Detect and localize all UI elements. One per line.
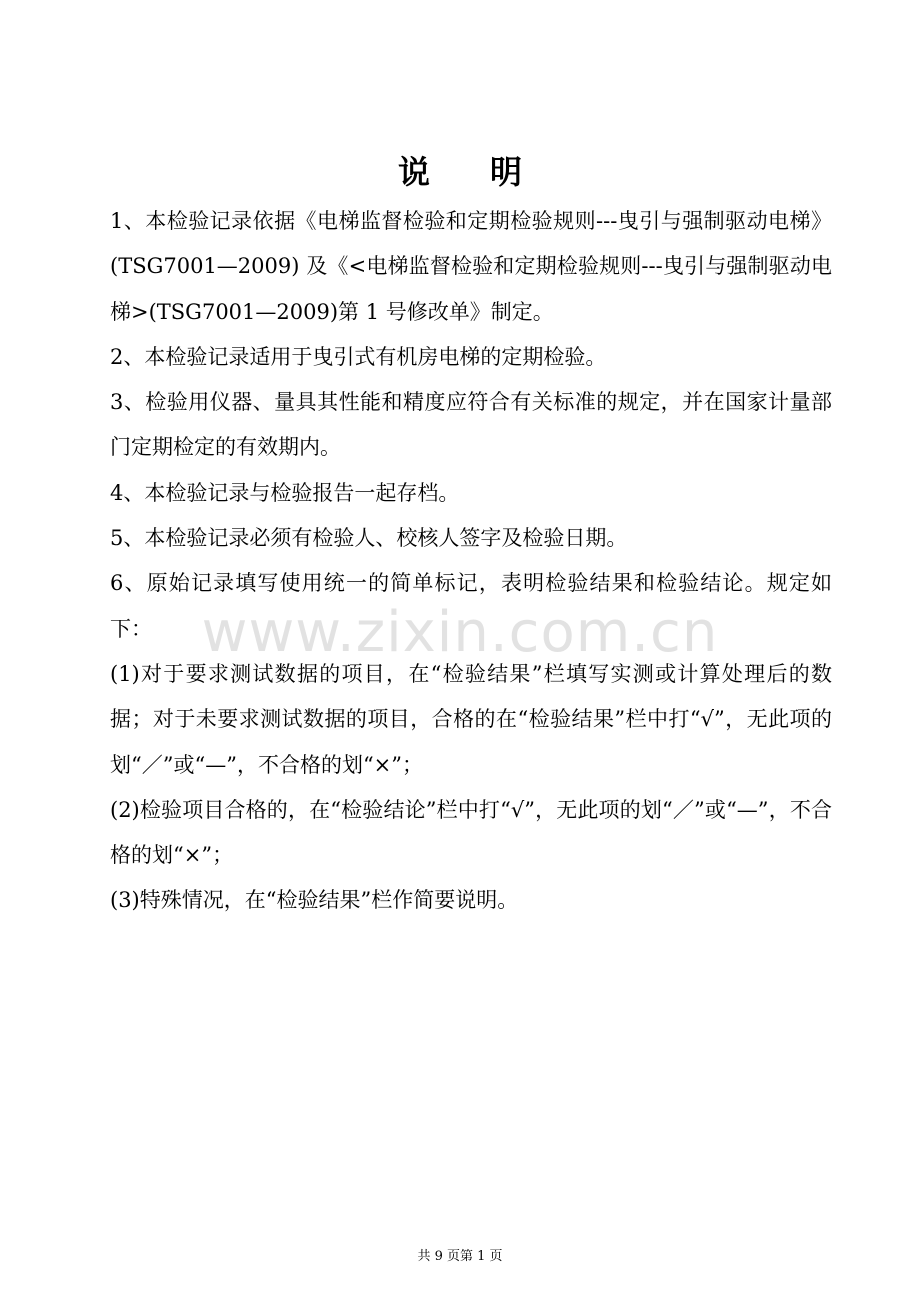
paragraph-6-rule-2: (2)检验项目合格的，在“检验结论”栏中打“√”，无此项的划“／”或“—”，不合格的划“×”； [110,797,832,868]
paragraph-6: 6、原始记录填写使用统一的简单标记，表明检验结果和检验结论。规定如下： [110,571,832,641]
watermark: www.zixin.com.cn [201,600,719,665]
page-footer: 共 9 页第 1 页 [417,1249,503,1264]
paragraph-6-rule-3: (3)特殊情况，在“检验结果”栏作简要说明。 [110,888,519,913]
instructions-body [110,199,832,924]
paragraph-5: 5、本检验记录必须有检验人、校核人签字及检验日期。 [110,526,628,551]
paragraph-2: 2、本检验记录适用于曳引式有机房电梯的定期检验。 [110,344,607,369]
page-title: 说明 [397,153,582,191]
paragraph-4: 4、本检验记录与检验报告一起存档。 [110,480,460,505]
paragraph-6-rule-1: (1)对于要求测试数据的项目，在“检验结果”栏填写实测或计算处理后的数据；对于未要求测试数据的项目，合格的在“检验结果”栏中打“√”，无此项的划“／”或“—”，不合格的划“×”； [110,661,832,777]
paragraph-1: 1、本检验记录依据《电梯监督检验和定期检验规则---曳引与强制驱动电梯》(TSG7001—2009) 及《<电梯监督检验和定期检验规则---曳引与强制驱动电梯>(TSG7001—2009)第 1 号修改单》制定。 [110,209,832,324]
paragraph-3: 3、检验用仪器、量具其性能和精度应符合有关标准的规定，并在国家计量部门定期检定的有效期内。 [110,390,832,460]
